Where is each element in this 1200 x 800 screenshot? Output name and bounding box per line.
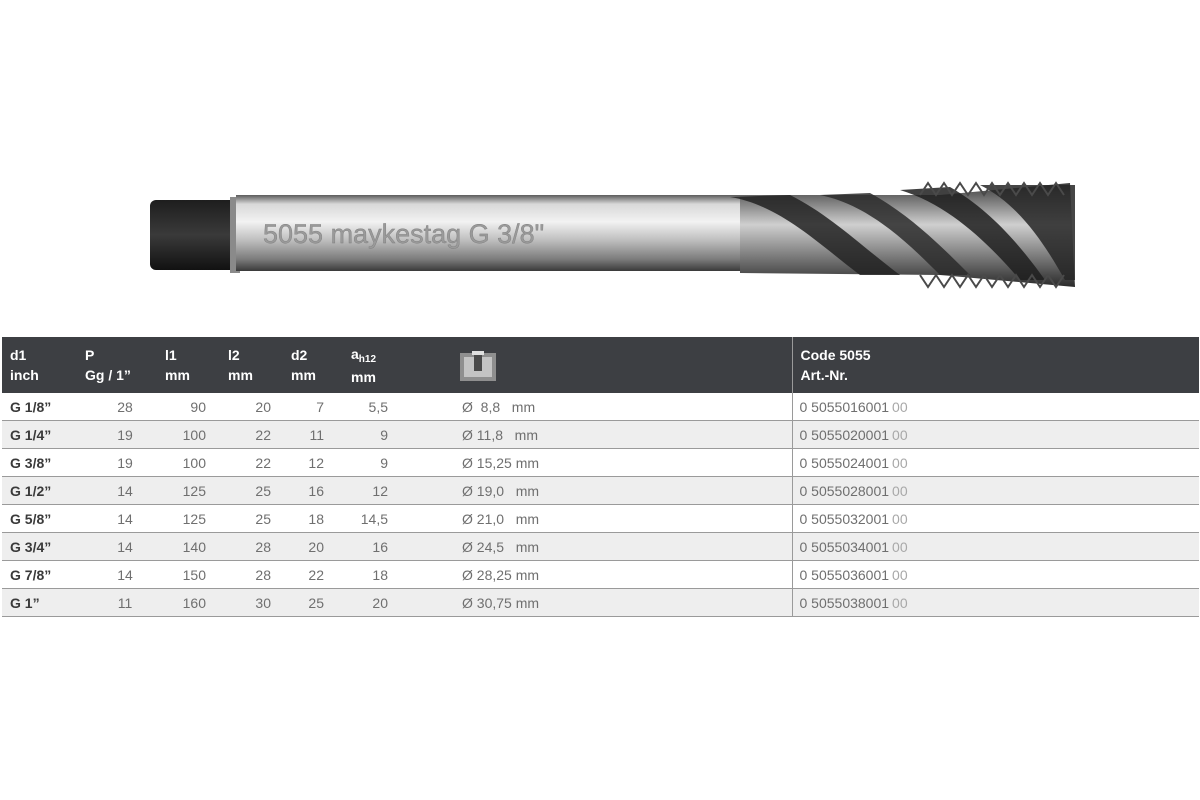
cell-d2: 25 [291, 589, 351, 617]
cell-drill-diameter: Ø 28,25 mm [412, 561, 792, 589]
cell-drill-diameter: Ø 8,8 mm [412, 393, 792, 421]
cell-a: 20 [351, 589, 412, 617]
cell-l2: 22 [228, 449, 291, 477]
cell-article-number [792, 421, 1199, 449]
cell-d2: 11 [291, 421, 351, 449]
cell-a: 16 [351, 533, 412, 561]
cell-d1: G 1/8” [2, 393, 85, 421]
table-row [2, 533, 1199, 561]
header-code: Code 5055 Art.-Nr. [792, 337, 1199, 393]
table-row [2, 477, 1199, 505]
cell-l1: 125 [165, 505, 228, 533]
cell-drill-diameter: Ø 11,8 mm [412, 421, 792, 449]
cell-pitch: 14 [85, 533, 165, 561]
cell-l1: 125 [165, 477, 228, 505]
cell-l1: 160 [165, 589, 228, 617]
cell-a: 18 [351, 561, 412, 589]
cell-d1: G 3/8” [2, 449, 85, 477]
cell-a: 9 [351, 421, 412, 449]
cell-d1: G 5/8” [2, 505, 85, 533]
cell-l2: 30 [228, 589, 291, 617]
article-code-suffix: 00 [892, 538, 908, 555]
cell-pitch: 28 [85, 393, 165, 421]
cell-pitch: 11 [85, 589, 165, 617]
cell-pitch: 14 [85, 505, 165, 533]
cell-pitch: 19 [85, 449, 165, 477]
cell-drill-diameter: Ø 30,75 mm [412, 589, 792, 617]
article-code-suffix: 00 [892, 482, 908, 499]
cell-d2: 22 [291, 561, 351, 589]
cell-d1: G 7/8” [2, 561, 85, 589]
article-code: 0 5055016001 [799, 398, 890, 415]
header-d1: d1 inch [10, 347, 39, 383]
cell-article-number [792, 449, 1199, 477]
table-row [2, 561, 1199, 589]
table-row [2, 421, 1199, 449]
header-d2: d2 mm [291, 347, 316, 383]
cell-l2: 25 [228, 505, 291, 533]
cell-d1: G 1/2” [2, 477, 85, 505]
cell-d2: 20 [291, 533, 351, 561]
cell-article-number [792, 505, 1199, 533]
article-code-suffix: 00 [892, 510, 908, 527]
cell-a: 14,5 [351, 505, 412, 533]
cell-d2: 16 [291, 477, 351, 505]
cell-l1: 100 [165, 449, 228, 477]
table-row [2, 393, 1199, 421]
cell-drill-diameter: Ø 19,0 mm [412, 477, 792, 505]
cell-d2: 12 [291, 449, 351, 477]
cell-article-number [792, 533, 1199, 561]
cell-a: 5,5 [351, 393, 412, 421]
header-a: $a_{h12}$ mm [351, 345, 377, 385]
cell-drill-diameter: Ø 15,25 mm [412, 449, 792, 477]
table-row [2, 505, 1199, 533]
cell-l1: 150 [165, 561, 228, 589]
cell-d2: 7 [291, 393, 351, 421]
tap-tool-image [140, 175, 1090, 295]
article-code-suffix: 00 [892, 594, 908, 611]
cell-d1: G 1/4” [2, 421, 85, 449]
article-code: 0 5055032001 [799, 510, 890, 527]
header-drill [412, 337, 792, 393]
header-pitch: P Gg / 1” [85, 347, 131, 383]
cell-drill-diameter: Ø 21,0 mm [412, 505, 792, 533]
cell-pitch: 14 [85, 477, 165, 505]
cell-d1: G 1” [2, 589, 85, 617]
cell-a: 12 [351, 477, 412, 505]
tool-engraving: 5055 maykestag G 3/8" [263, 219, 545, 249]
article-code: 0 5055024001 [799, 454, 890, 471]
header-l1: l1 mm [165, 347, 190, 383]
cell-l2: 28 [228, 561, 291, 589]
table-row [2, 589, 1199, 617]
cell-l1: 100 [165, 421, 228, 449]
cell-l2: 22 [228, 421, 291, 449]
cell-article-number [792, 393, 1199, 421]
table-row [2, 449, 1199, 477]
header-l2: l2 mm [228, 347, 253, 383]
cell-a: 9 [351, 449, 412, 477]
article-code-suffix: 00 [892, 398, 908, 415]
article-code: 0 5055038001 [799, 594, 890, 611]
article-code: 0 5055036001 [799, 566, 890, 583]
cell-article-number [792, 561, 1199, 589]
article-code: 0 5055020001 [799, 426, 890, 443]
cell-pitch: 19 [85, 421, 165, 449]
article-code: 0 5055028001 [799, 482, 890, 499]
cell-l1: 90 [165, 393, 228, 421]
article-code-suffix: 00 [892, 566, 908, 583]
cell-drill-diameter: Ø 24,5 mm [412, 533, 792, 561]
cell-l2: 28 [228, 533, 291, 561]
article-code-suffix: 00 [892, 454, 908, 471]
article-code: 0 5055034001 [799, 538, 890, 555]
article-code-suffix: 00 [892, 426, 908, 443]
cell-d2: 18 [291, 505, 351, 533]
spec-table [2, 337, 1199, 617]
cell-pitch: 14 [85, 561, 165, 589]
cell-article-number [792, 477, 1199, 505]
table-header-row [2, 337, 1199, 393]
tapped-hole-icon [460, 349, 496, 381]
cell-l2: 20 [228, 393, 291, 421]
cell-article-number [792, 589, 1199, 617]
cell-l1: 140 [165, 533, 228, 561]
cell-d1: G 3/4” [2, 533, 85, 561]
cell-l2: 25 [228, 477, 291, 505]
